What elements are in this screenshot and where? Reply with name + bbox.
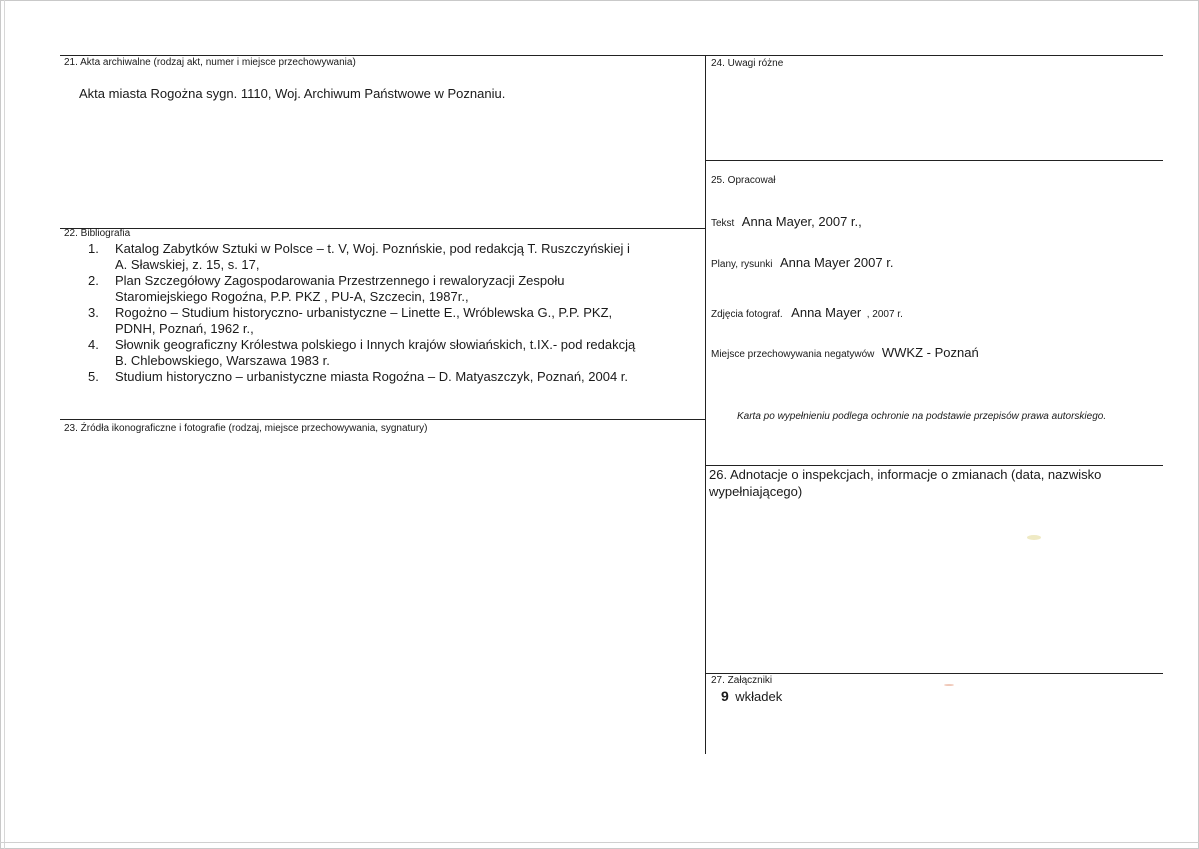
scan-edge-left xyxy=(4,0,5,849)
section-21-label: 21. Akta archiwalne (rodzaj akt, numer i miejsce przechowywania) xyxy=(64,57,356,68)
bibliography-number: 5. xyxy=(88,369,99,384)
attachments-value: wkładek xyxy=(735,689,783,704)
bibliography-line: Katalog Zabytków Sztuki w Polsce – t. V, Woj. Poznńskie, pod redakcją T. Ruszczyńskiej i xyxy=(115,241,630,256)
rule-22 xyxy=(60,228,705,229)
negatywy-label: Miejsce przechowywania negatywów xyxy=(711,349,875,360)
scan-edge-bottom xyxy=(0,842,1199,843)
bibliography-item xyxy=(60,369,700,385)
plany-value: Anna Mayer 2007 r. xyxy=(779,255,894,270)
bibliography-line: PDNH, Poznań, 1962 r., xyxy=(115,321,254,336)
rule-26 xyxy=(705,465,1163,466)
bibliography-number: 1. xyxy=(88,241,99,256)
section-23-label: 23. Źródła ikonograficzne i fotografie (rodzaj, miejsce przechowywania, sygnatury) xyxy=(64,423,428,434)
bibliography-line: B. Chlebowskiego, Warszawa 1983 r. xyxy=(115,353,330,368)
section-26-label-line1: 26. Adnotacje o inspekcjach, informacje o zmianach (data, nazwisko xyxy=(709,467,1102,482)
bibliography-number: 2. xyxy=(88,273,99,288)
negatywy-row xyxy=(711,344,979,362)
zdjecia-label: Zdjęcia fotograf. xyxy=(711,309,783,320)
attachments-row xyxy=(721,688,782,706)
zdjecia-year: , 2007 r. xyxy=(866,309,903,320)
plany-row xyxy=(711,254,893,272)
section-22-label: 22. Bibliografia xyxy=(64,228,131,239)
tekst-value: Anna Mayer, 2007 r., xyxy=(741,214,862,229)
bibliography-item xyxy=(60,241,700,273)
bibliography-item xyxy=(60,305,700,337)
plany-label: Plany, rysunki xyxy=(711,259,773,270)
section-25-label: 25. Opracował xyxy=(711,175,776,186)
rule-27 xyxy=(705,673,1163,674)
bibliography-item xyxy=(60,273,700,305)
negatywy-value: WWKZ - Poznań xyxy=(881,345,979,360)
section-24-label: 24. Uwagi różne xyxy=(711,58,784,69)
bibliography-line: Rogożno – Studium historyczno- urbanistyczne – Linette E., Wróblewska G., P.P. PKZ, xyxy=(115,305,613,320)
section-27-label: 27. Załączniki xyxy=(711,675,773,686)
attachments-count: 9 xyxy=(721,688,729,704)
tekst-row xyxy=(711,213,862,231)
tekst-label: Tekst xyxy=(711,218,735,229)
section-26-label-line2: wypełniającego) xyxy=(709,484,803,499)
bibliography-line: Słownik geograficzny Królestwa polskiego i Innych krajów słowiańskich, t.IX.- pod redakcją xyxy=(115,337,636,352)
bibliography-number: 3. xyxy=(88,305,99,320)
bibliography-item xyxy=(60,337,700,369)
bibliography-line: Plan Szczegółowy Zagospodarowania Przestrzennego i rewaloryzacji Zespołu xyxy=(115,273,565,288)
rule-23 xyxy=(60,419,705,420)
bibliography-number: 4. xyxy=(88,337,99,352)
bibliography-line: Studium historyczno – urbanistyczne miasta Rogoźna – D. Matyaszczyk, Poznań, 2004 r. xyxy=(115,369,629,384)
bibliography-list xyxy=(60,241,700,385)
zdjecia-value: Anna Mayer xyxy=(791,305,862,320)
top-rule-left xyxy=(60,55,705,56)
bibliography-line: A. Sławskiej, z. 15, s. 17, xyxy=(115,257,260,272)
bibliography-line: Staromiejskiego Rogoźna, P.P. PKZ , PU-A, Szczecin, 1987r., xyxy=(115,289,469,304)
section-21-content: Akta miasta Rogożna sygn. 1110, Woj. Archiwum Państwowe w Poznaniu. xyxy=(79,86,506,101)
rule-25 xyxy=(705,160,1163,161)
top-rule-right xyxy=(705,55,1163,56)
copyright-note: Karta po wypełnieniu podlega ochronie na podstawie przepisów prawa autorskiego. xyxy=(737,411,1107,422)
scan-speck xyxy=(1027,535,1041,540)
scan-speck xyxy=(944,684,954,686)
zdjecia-row xyxy=(711,304,903,322)
